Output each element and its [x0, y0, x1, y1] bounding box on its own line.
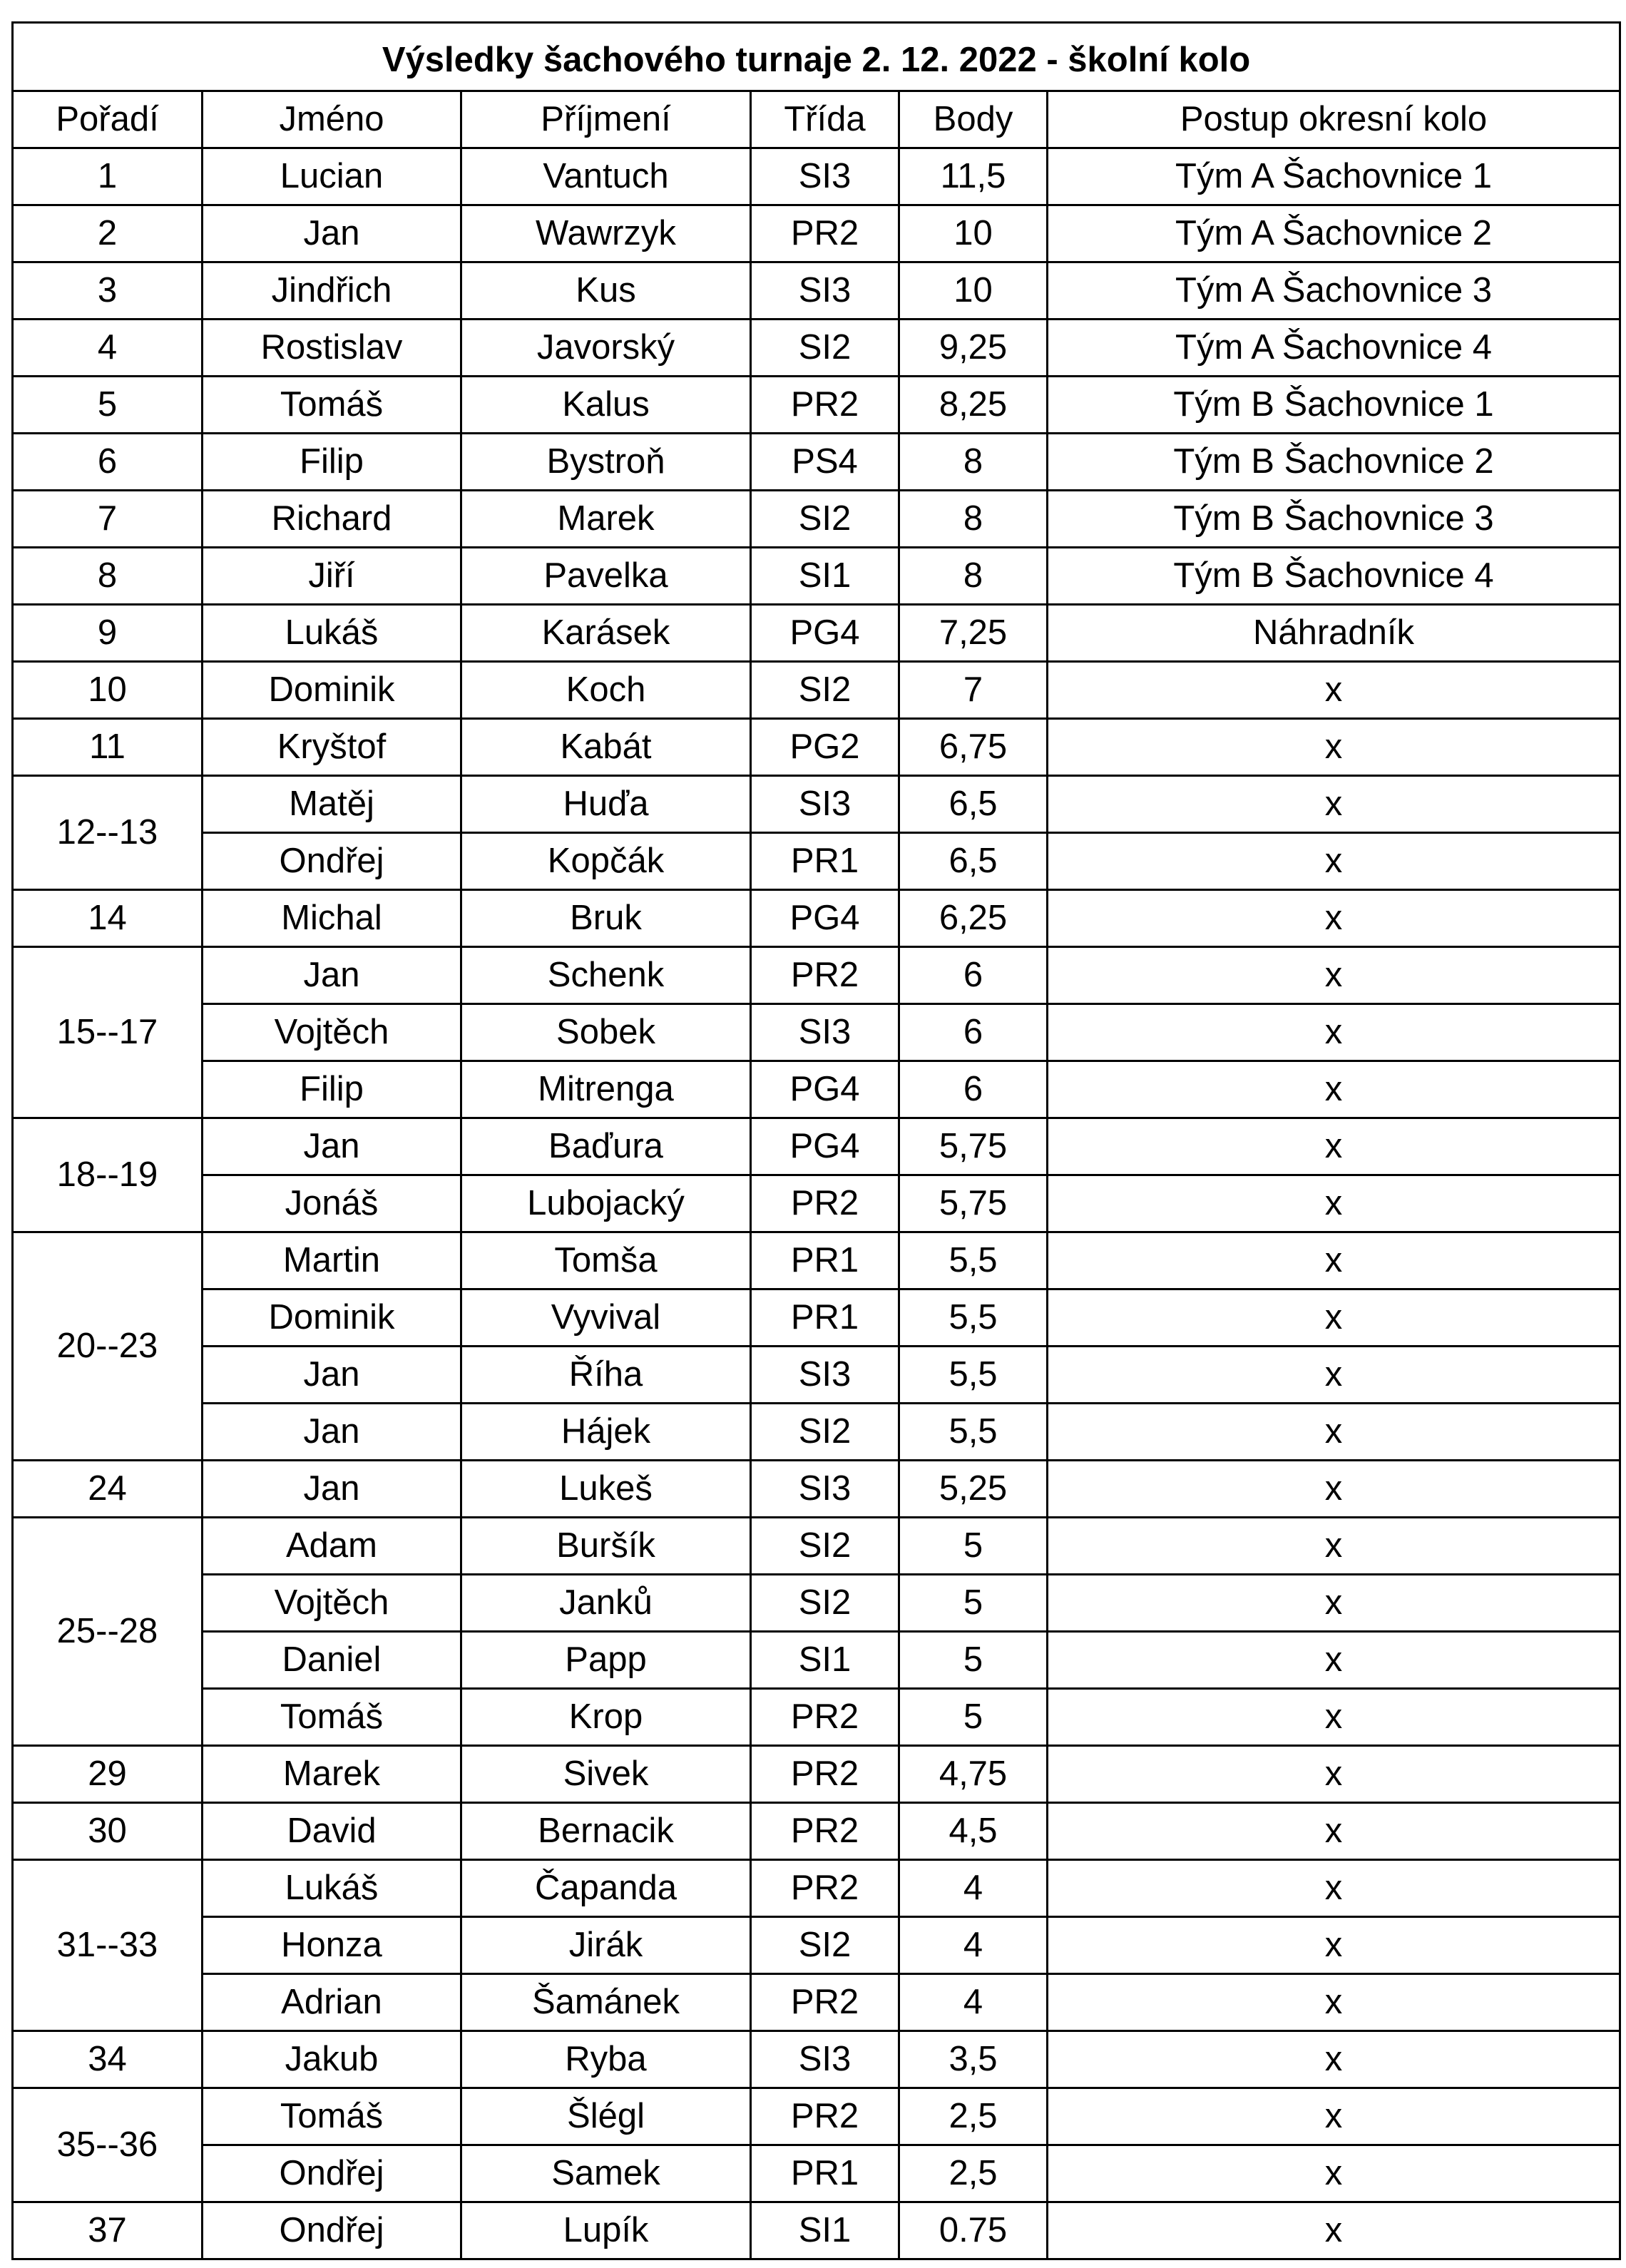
advance-cell: x: [1048, 1404, 1620, 1461]
first-name-cell: Jindřich: [203, 262, 461, 320]
first-name-cell: Adam: [203, 1518, 461, 1575]
first-name-cell: Jiří: [203, 548, 461, 605]
results-table: [11, 21, 1621, 2260]
first-name-cell: Richard: [203, 491, 461, 548]
results-body: [13, 148, 1620, 2259]
class-cell: PR2: [751, 1860, 899, 1917]
last-name-cell: Šlégl: [461, 2088, 751, 2145]
advance-cell: Tým A Šachovnice 4: [1048, 320, 1620, 377]
first-name-cell: Jonáš: [203, 1175, 461, 1232]
advance-cell: x: [1048, 1575, 1620, 1632]
first-name-cell: Filip: [203, 434, 461, 491]
first-name-cell: Jan: [203, 205, 461, 262]
last-name-cell: Kopčák: [461, 833, 751, 890]
points-cell: 5,25: [899, 1461, 1048, 1518]
class-cell: PR2: [751, 1746, 899, 1803]
advance-cell: x: [1048, 1974, 1620, 2031]
first-name-cell: Dominik: [203, 662, 461, 719]
last-name-cell: Lubojacký: [461, 1175, 751, 1232]
class-cell: PR2: [751, 1689, 899, 1746]
last-name-cell: Wawrzyk: [461, 205, 751, 262]
table-row: [13, 1289, 1620, 1347]
class-cell: PG2: [751, 719, 899, 776]
points-cell: 8,25: [899, 377, 1048, 434]
points-cell: 6: [899, 947, 1048, 1004]
table-row: [13, 1974, 1620, 2031]
points-cell: 6,5: [899, 833, 1048, 890]
last-name-cell: Samek: [461, 2145, 751, 2202]
advance-cell: x: [1048, 1917, 1620, 1974]
class-cell: SI3: [751, 1461, 899, 1518]
advance-cell: x: [1048, 1175, 1620, 1232]
first-name-cell: Tomáš: [203, 1689, 461, 1746]
header-class: Třída: [751, 91, 899, 148]
advance-cell: x: [1048, 1746, 1620, 1803]
last-name-cell: Kabát: [461, 719, 751, 776]
class-cell: PG4: [751, 890, 899, 947]
header-row: [13, 91, 1620, 148]
advance-cell: x: [1048, 1118, 1620, 1175]
class-cell: SI2: [751, 491, 899, 548]
header-last-name: Příjmení: [461, 91, 751, 148]
points-cell: 5,75: [899, 1118, 1048, 1175]
last-name-cell: Sobek: [461, 1004, 751, 1061]
last-name-cell: Schenk: [461, 947, 751, 1004]
advance-cell: x: [1048, 2088, 1620, 2145]
class-cell: PR2: [751, 2088, 899, 2145]
class-cell: SI2: [751, 320, 899, 377]
last-name-cell: Tomša: [461, 1232, 751, 1289]
table-row: [13, 1575, 1620, 1632]
table-row: [13, 205, 1620, 262]
class-cell: PR2: [751, 205, 899, 262]
points-cell: 5: [899, 1689, 1048, 1746]
points-cell: 7: [899, 662, 1048, 719]
table-row: [13, 776, 1620, 833]
table-row: [13, 947, 1620, 1004]
advance-cell: x: [1048, 1061, 1620, 1118]
header-first-name: Jméno: [203, 91, 461, 148]
rank-cell: 14: [13, 890, 203, 947]
points-cell: 6,75: [899, 719, 1048, 776]
points-cell: 5: [899, 1632, 1048, 1689]
advance-cell: x: [1048, 1232, 1620, 1289]
advance-cell: x: [1048, 1803, 1620, 1860]
rank-cell: 1: [13, 148, 203, 205]
last-name-cell: Čapanda: [461, 1860, 751, 1917]
points-cell: 5: [899, 1518, 1048, 1575]
rank-cell: 25--28: [13, 1518, 203, 1746]
first-name-cell: Ondřej: [203, 833, 461, 890]
class-cell: PR1: [751, 1232, 899, 1289]
last-name-cell: Huďa: [461, 776, 751, 833]
class-cell: PR2: [751, 947, 899, 1004]
first-name-cell: Michal: [203, 890, 461, 947]
class-cell: SI3: [751, 1347, 899, 1404]
table-row: [13, 2031, 1620, 2088]
rank-cell: 35--36: [13, 2088, 203, 2202]
rank-cell: 9: [13, 605, 203, 662]
class-cell: SI1: [751, 2202, 899, 2259]
advance-cell: Tým B Šachovnice 2: [1048, 434, 1620, 491]
advance-cell: x: [1048, 2145, 1620, 2202]
first-name-cell: Daniel: [203, 1632, 461, 1689]
advance-cell: x: [1048, 1860, 1620, 1917]
last-name-cell: Vyvival: [461, 1289, 751, 1347]
first-name-cell: Adrian: [203, 1974, 461, 2031]
table-row: [13, 1347, 1620, 1404]
first-name-cell: Vojtěch: [203, 1004, 461, 1061]
points-cell: 8: [899, 434, 1048, 491]
last-name-cell: Bernacik: [461, 1803, 751, 1860]
class-cell: PR2: [751, 377, 899, 434]
last-name-cell: Lupík: [461, 2202, 751, 2259]
advance-cell: Tým B Šachovnice 3: [1048, 491, 1620, 548]
last-name-cell: Mitrenga: [461, 1061, 751, 1118]
last-name-cell: Říha: [461, 1347, 751, 1404]
first-name-cell: Lukáš: [203, 1860, 461, 1917]
table-row: [13, 434, 1620, 491]
points-cell: 11,5: [899, 148, 1048, 205]
table-row: [13, 548, 1620, 605]
first-name-cell: Martin: [203, 1232, 461, 1289]
rank-cell: 11: [13, 719, 203, 776]
last-name-cell: Karásek: [461, 605, 751, 662]
rank-cell: 7: [13, 491, 203, 548]
first-name-cell: Jan: [203, 1118, 461, 1175]
table-row: [13, 1232, 1620, 1289]
first-name-cell: Honza: [203, 1917, 461, 1974]
rank-cell: 24: [13, 1461, 203, 1518]
points-cell: 10: [899, 205, 1048, 262]
rank-cell: 31--33: [13, 1860, 203, 2031]
class-cell: SI1: [751, 548, 899, 605]
table-row: [13, 1746, 1620, 1803]
table-row: [13, 1518, 1620, 1575]
last-name-cell: Baďura: [461, 1118, 751, 1175]
advance-cell: x: [1048, 890, 1620, 947]
last-name-cell: Sivek: [461, 1746, 751, 1803]
advance-cell: x: [1048, 2031, 1620, 2088]
first-name-cell: Vojtěch: [203, 1575, 461, 1632]
class-cell: PG4: [751, 1061, 899, 1118]
advance-cell: x: [1048, 1632, 1620, 1689]
class-cell: PR1: [751, 1289, 899, 1347]
class-cell: PR1: [751, 2145, 899, 2202]
first-name-cell: Ondřej: [203, 2145, 461, 2202]
points-cell: 4: [899, 1860, 1048, 1917]
first-name-cell: Jan: [203, 1461, 461, 1518]
class-cell: SI2: [751, 662, 899, 719]
class-cell: PR1: [751, 833, 899, 890]
table-row: [13, 1004, 1620, 1061]
advance-cell: x: [1048, 1004, 1620, 1061]
last-name-cell: Kus: [461, 262, 751, 320]
last-name-cell: Pavelka: [461, 548, 751, 605]
first-name-cell: Ondřej: [203, 2202, 461, 2259]
table-row: [13, 1632, 1620, 1689]
advance-cell: x: [1048, 833, 1620, 890]
rank-cell: 3: [13, 262, 203, 320]
table-title: Výsledky šachového turnaje 2. 12. 2022 - školní kolo: [13, 23, 1620, 91]
first-name-cell: Lukáš: [203, 605, 461, 662]
last-name-cell: Javorský: [461, 320, 751, 377]
rank-cell: 15--17: [13, 947, 203, 1118]
class-cell: PR2: [751, 1175, 899, 1232]
last-name-cell: Bystroň: [461, 434, 751, 491]
points-cell: 5,5: [899, 1289, 1048, 1347]
table-row: [13, 1461, 1620, 1518]
points-cell: 3,5: [899, 2031, 1048, 2088]
last-name-cell: Hájek: [461, 1404, 751, 1461]
table-row: [13, 1803, 1620, 1860]
class-cell: SI3: [751, 1004, 899, 1061]
points-cell: 4,75: [899, 1746, 1048, 1803]
rank-cell: 2: [13, 205, 203, 262]
advance-cell: Náhradník: [1048, 605, 1620, 662]
advance-cell: x: [1048, 2202, 1620, 2259]
points-cell: 5,5: [899, 1347, 1048, 1404]
class-cell: SI3: [751, 262, 899, 320]
points-cell: 4,5: [899, 1803, 1048, 1860]
rank-cell: 20--23: [13, 1232, 203, 1461]
last-name-cell: Krop: [461, 1689, 751, 1746]
last-name-cell: Lukeš: [461, 1461, 751, 1518]
first-name-cell: Tomáš: [203, 377, 461, 434]
rank-cell: 37: [13, 2202, 203, 2259]
advance-cell: x: [1048, 947, 1620, 1004]
points-cell: 5,5: [899, 1404, 1048, 1461]
points-cell: 2,5: [899, 2088, 1048, 2145]
table-row: [13, 1061, 1620, 1118]
table-row: [13, 890, 1620, 947]
advance-cell: Tým A Šachovnice 3: [1048, 262, 1620, 320]
points-cell: 7,25: [899, 605, 1048, 662]
points-cell: 6: [899, 1061, 1048, 1118]
points-cell: 6,5: [899, 776, 1048, 833]
first-name-cell: Jakub: [203, 2031, 461, 2088]
table-row: [13, 1689, 1620, 1746]
points-cell: 6,25: [899, 890, 1048, 947]
table-row: [13, 833, 1620, 890]
last-name-cell: Kalus: [461, 377, 751, 434]
table-row: [13, 1404, 1620, 1461]
table-row: [13, 1175, 1620, 1232]
class-cell: SI3: [751, 148, 899, 205]
class-cell: PS4: [751, 434, 899, 491]
last-name-cell: Vantuch: [461, 148, 751, 205]
table-row: [13, 377, 1620, 434]
points-cell: 5,5: [899, 1232, 1048, 1289]
points-cell: 6: [899, 1004, 1048, 1061]
first-name-cell: Jan: [203, 1404, 461, 1461]
last-name-cell: Marek: [461, 491, 751, 548]
rank-cell: 12--13: [13, 776, 203, 890]
last-name-cell: Bruk: [461, 890, 751, 947]
class-cell: PR2: [751, 1803, 899, 1860]
advance-cell: x: [1048, 662, 1620, 719]
last-name-cell: Jirák: [461, 1917, 751, 1974]
title-row: [13, 23, 1620, 91]
advance-cell: Tým B Šachovnice 4: [1048, 548, 1620, 605]
last-name-cell: Šamánek: [461, 1974, 751, 2031]
class-cell: SI2: [751, 1917, 899, 1974]
points-cell: 4: [899, 1974, 1048, 2031]
table-row: [13, 262, 1620, 320]
table-row: [13, 491, 1620, 548]
rank-cell: 5: [13, 377, 203, 434]
table-row: [13, 320, 1620, 377]
points-cell: 8: [899, 548, 1048, 605]
rank-cell: 30: [13, 1803, 203, 1860]
rank-cell: 34: [13, 2031, 203, 2088]
last-name-cell: Ryba: [461, 2031, 751, 2088]
last-name-cell: Koch: [461, 662, 751, 719]
first-name-cell: Filip: [203, 1061, 461, 1118]
table-row: [13, 1118, 1620, 1175]
class-cell: PR2: [751, 1974, 899, 2031]
header-advance: Postup okresní kolo: [1048, 91, 1620, 148]
table-row: [13, 1860, 1620, 1917]
advance-cell: x: [1048, 1518, 1620, 1575]
advance-cell: x: [1048, 1289, 1620, 1347]
points-cell: 10: [899, 262, 1048, 320]
table-row: [13, 605, 1620, 662]
advance-cell: x: [1048, 1461, 1620, 1518]
class-cell: SI1: [751, 1632, 899, 1689]
first-name-cell: Jan: [203, 1347, 461, 1404]
advance-cell: x: [1048, 1347, 1620, 1404]
table-row: [13, 148, 1620, 205]
table-row: [13, 2145, 1620, 2202]
advance-cell: Tým A Šachovnice 1: [1048, 148, 1620, 205]
rank-cell: 18--19: [13, 1118, 203, 1232]
class-cell: SI2: [751, 1575, 899, 1632]
points-cell: 8: [899, 491, 1048, 548]
rank-cell: 29: [13, 1746, 203, 1803]
rank-cell: 10: [13, 662, 203, 719]
first-name-cell: Lucian: [203, 148, 461, 205]
first-name-cell: Rostislav: [203, 320, 461, 377]
header-rank: Pořadí: [13, 91, 203, 148]
points-cell: 2,5: [899, 2145, 1048, 2202]
advance-cell: x: [1048, 719, 1620, 776]
table-row: [13, 662, 1620, 719]
first-name-cell: Kryštof: [203, 719, 461, 776]
points-cell: 5,75: [899, 1175, 1048, 1232]
first-name-cell: Jan: [203, 947, 461, 1004]
rank-cell: 4: [13, 320, 203, 377]
first-name-cell: Marek: [203, 1746, 461, 1803]
table-row: [13, 2202, 1620, 2259]
first-name-cell: Dominik: [203, 1289, 461, 1347]
last-name-cell: Papp: [461, 1632, 751, 1689]
advance-cell: Tým B Šachovnice 1: [1048, 377, 1620, 434]
table-row: [13, 2088, 1620, 2145]
table-row: [13, 719, 1620, 776]
points-cell: 5: [899, 1575, 1048, 1632]
rank-cell: 8: [13, 548, 203, 605]
advance-cell: Tým A Šachovnice 2: [1048, 205, 1620, 262]
rank-cell: 6: [13, 434, 203, 491]
first-name-cell: Tomáš: [203, 2088, 461, 2145]
points-cell: 0.75: [899, 2202, 1048, 2259]
advance-cell: x: [1048, 776, 1620, 833]
class-cell: SI2: [751, 1404, 899, 1461]
class-cell: SI3: [751, 776, 899, 833]
table-row: [13, 1917, 1620, 1974]
last-name-cell: Janků: [461, 1575, 751, 1632]
last-name-cell: Buršík: [461, 1518, 751, 1575]
class-cell: PG4: [751, 605, 899, 662]
points-cell: 4: [899, 1917, 1048, 1974]
first-name-cell: Matěj: [203, 776, 461, 833]
header-points: Body: [899, 91, 1048, 148]
class-cell: PG4: [751, 1118, 899, 1175]
points-cell: 9,25: [899, 320, 1048, 377]
class-cell: SI3: [751, 2031, 899, 2088]
first-name-cell: David: [203, 1803, 461, 1860]
advance-cell: x: [1048, 1689, 1620, 1746]
class-cell: SI2: [751, 1518, 899, 1575]
